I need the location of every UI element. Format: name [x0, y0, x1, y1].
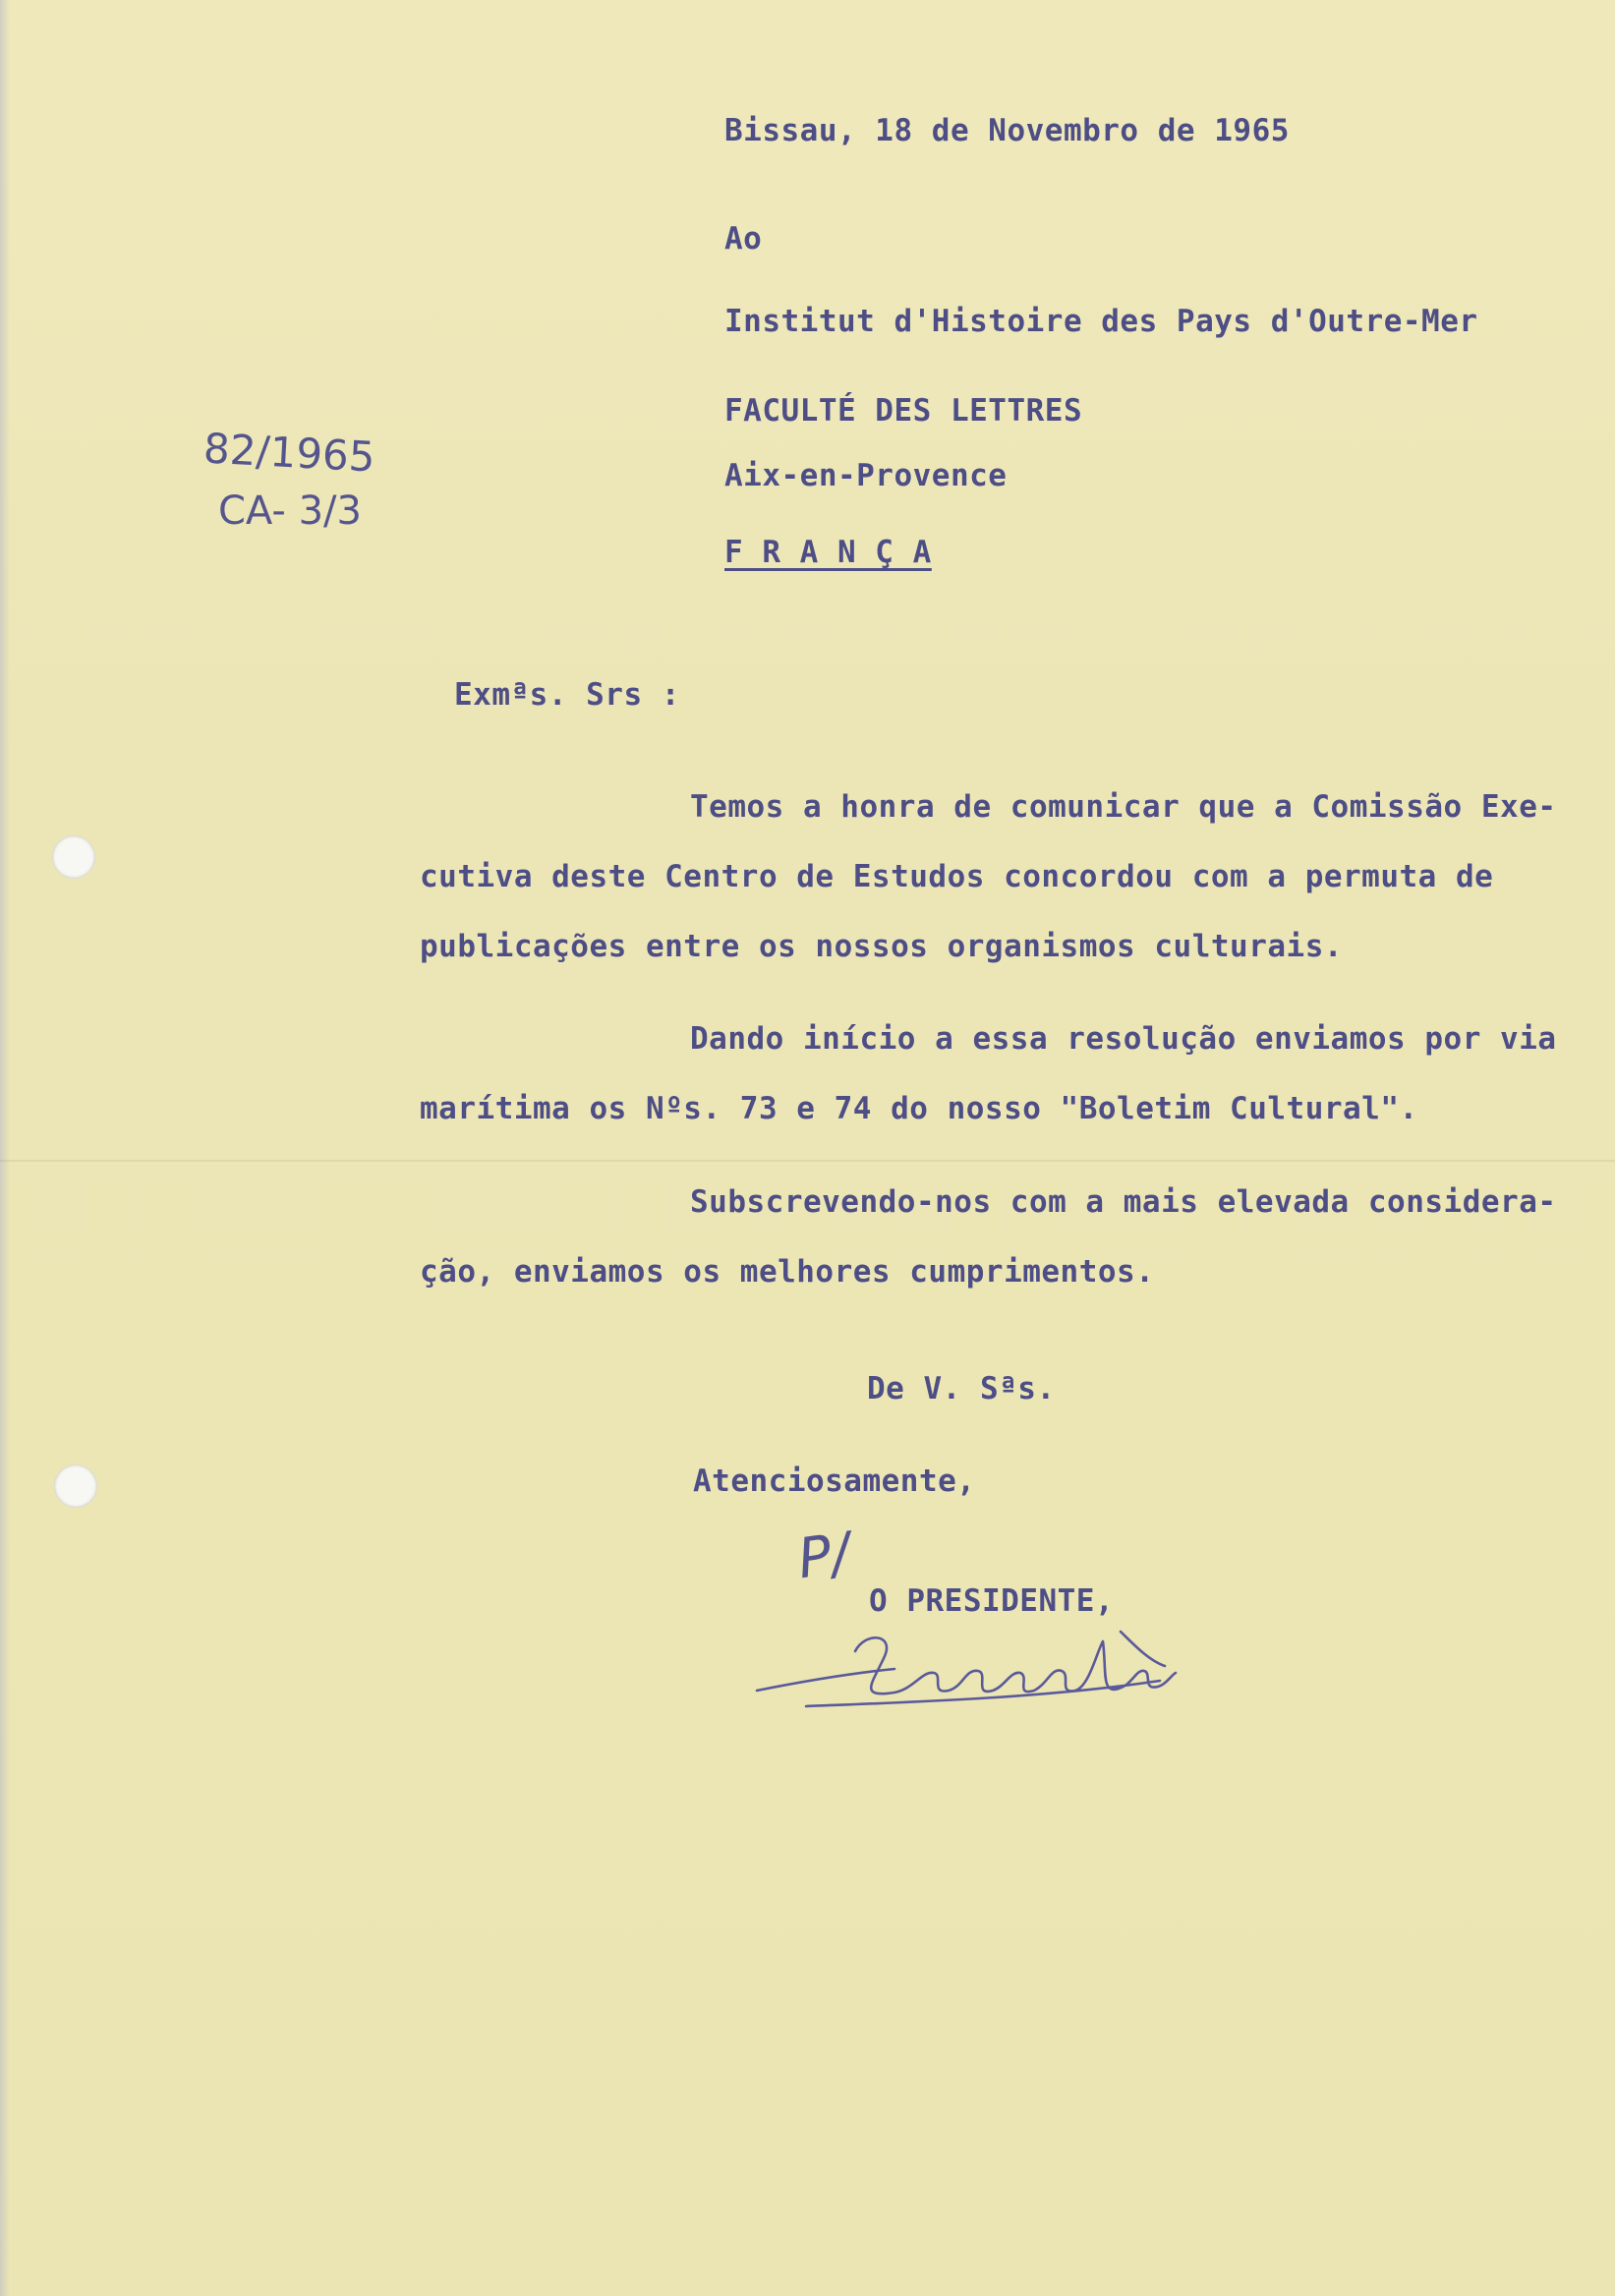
paragraph-3	[420, 1168, 1557, 1307]
paragraph-3-line-2: ção, enviamos os melhores cumprimentos.	[420, 1254, 1155, 1290]
signature-image	[747, 1612, 1180, 1720]
recipient-institution: Institut d'Histoire des Pays d'Outre-Mer	[724, 304, 1478, 339]
paragraph-1-line-3: publicações entre os nossos organismos culturais.	[420, 929, 1344, 964]
page-edge-shadow	[0, 0, 10, 2296]
date-line: Bissau, 18 de Novembro de 1965	[724, 113, 1290, 148]
recipient-to: Ao	[724, 221, 763, 257]
recipient-country: F R A N Ç A	[724, 535, 932, 570]
recipient-faculty: FACULTÉ DES LETTRES	[724, 393, 1083, 429]
greeting: Exmªs. Srs :	[454, 677, 680, 713]
paragraph-2-line-2: marítima os Nºs. 73 e 74 do nosso "Boletim Cultural".	[420, 1091, 1418, 1126]
paragraph-1-line-1: Temos a honra de comunicar que a Comissão Exe-	[690, 789, 1557, 825]
ref-number-annotation: 82/1965	[202, 424, 376, 482]
closing-atenciosamente: Atenciosamente,	[693, 1464, 976, 1499]
paragraph-2	[420, 1004, 1557, 1144]
paragraph-3-line-1: Subscrevendo-nos com a mais elevada considera-	[690, 1184, 1557, 1220]
paragraph-1-line-2: cutiva deste Centro de Estudos concordou com a permuta de	[420, 859, 1494, 894]
paper-fold-line	[0, 1160, 1615, 1162]
paragraph-1	[420, 773, 1557, 982]
signatory-title: O PRESIDENTE,	[869, 1583, 1115, 1619]
paragraph-2-line-1: Dando início a essa resolução enviamos por via	[690, 1021, 1557, 1057]
pp-mark: P/	[793, 1521, 854, 1592]
recipient-city: Aix-en-Provence	[724, 458, 1008, 493]
ref-code-annotation: CA- 3/3	[218, 488, 362, 534]
punch-hole-top	[52, 835, 95, 879]
closing-de-vsas: De V. Sªs.	[867, 1371, 1056, 1406]
punch-hole-bottom	[54, 1464, 97, 1508]
